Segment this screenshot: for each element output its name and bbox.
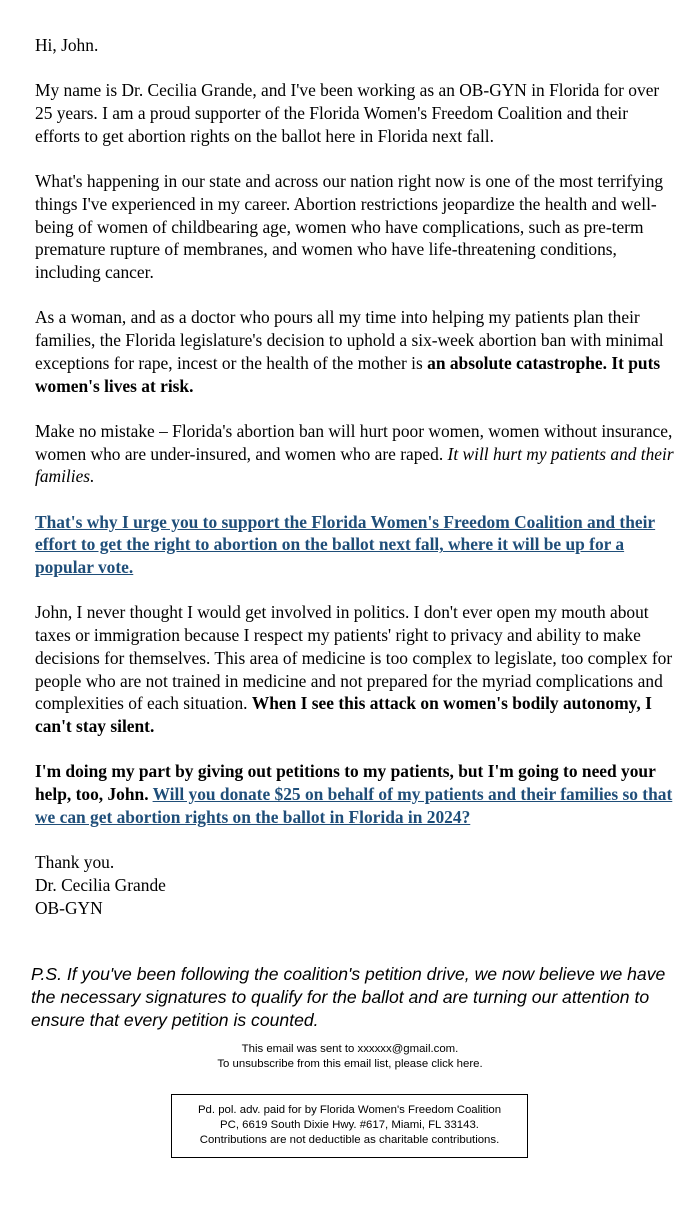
- paragraph-donate: [35, 760, 675, 828]
- recipient-email-link[interactable]: xxxxxx@gmail.com: [357, 1043, 456, 1055]
- postscript: P.S. If you've been following the coalition's petition drive, we now believe we have the necessary signatures to qualify for the ballot and are turning our attention to ensure that every petition is counted.: [31, 964, 666, 1030]
- cta-paragraph: [35, 511, 675, 579]
- disclaimer-line: Contributions are not deductible as charitable contributions.: [199, 1134, 500, 1146]
- paragraph-text: Make no mistake – Florida's abortion ban will hurt poor women, women without insurance, women who are under-insured, and women who are raped.: [35, 420, 673, 464]
- signoff-thanks: Thank you.: [35, 852, 115, 873]
- footer-text: .: [455, 1043, 459, 1055]
- paragraph-harm: [35, 420, 675, 488]
- paragraph-text: John, I never thought I would get involved in politics. I don't ever open my mouth about taxes or immigration because I respect my patients' right to privacy and ability to make decisions for themselves. This area of medicine is too complex to legislate, too complex for people who are not trained in medicine and not prepared for the myriad complications and complexities of each situation.: [35, 602, 673, 714]
- disclaimer-line: PC, 6619 South Dixie Hwy. #617, Miami, FL 33143.: [220, 1119, 479, 1131]
- signature-block: [35, 851, 675, 919]
- signoff-name: Dr. Cecilia Grande: [35, 874, 166, 895]
- unsubscribe-link[interactable]: click here: [431, 1058, 480, 1070]
- paragraph-situation: What's happening in our state and across our nation right now is one of the most terrifying things I've experienced in my career. Abortion restrictions jeopardize the health and well-being of women of childbearing age, women who have complications, such as pre-term premature rupture of membranes, and women who have life-threatening conditions, including cancer.: [35, 171, 664, 282]
- footer-text: To unsubscribe from this email list, please: [217, 1058, 432, 1070]
- emphasis-text: an absolute catastrophe. It puts women's lives at risk.: [35, 352, 661, 396]
- paragraph-intro: My name is Dr. Cecilia Grande, and I've been working as an OB-GYN in Florida for over 25 years. I am a proud supporter of the Florida Women's Freedom Coalition and their efforts to get abortion rights on the ballot here in Florida next fall.: [35, 80, 660, 146]
- unsubscribe-line: [0, 1057, 700, 1072]
- email-footer: [0, 1042, 700, 1072]
- greeting: Hi, John.: [35, 35, 99, 55]
- emphasis-text: I'm doing my part by giving out petitions to my patients, but I'm going to need your help, too, John.: [35, 761, 656, 805]
- donate-link[interactable]: Will you donate $25 on behalf of my patients and their families so that we can get abortion rights on the ballot in Florida in 2024?: [35, 784, 673, 827]
- support-coalition-link[interactable]: That's why I urge you to support the Florida Women's Freedom Coalition and their effort to get the right to abortion on the ballot next fall, where it will be up for a popular vote.: [35, 511, 656, 578]
- footer-text: This email was sent to: [241, 1043, 358, 1055]
- paragraph-politics: [35, 601, 675, 737]
- paragraph-catastrophe: [35, 306, 675, 397]
- italic-text: It will hurt my patients and their families.: [35, 443, 674, 487]
- disclaimer-line: Pd. pol. adv. paid for by Florida Women's Freedom Coalition: [197, 1104, 502, 1116]
- letter-body: [35, 34, 675, 919]
- sent-to-line: [0, 1042, 700, 1057]
- signoff-title: OB-GYN: [35, 897, 103, 918]
- emphasis-text: When I see this attack on women's bodily autonomy, I can't stay silent.: [35, 693, 652, 736]
- paragraph-text: As a woman, and as a doctor who pours all my time into helping my patients plan their families, the Florida legislature's decision to uphold a six-week abortion ban with minimal exceptions for rape, incest or the health of the mother is: [35, 307, 664, 373]
- footer-text: .: [479, 1058, 483, 1070]
- paid-for-disclaimer-box: [171, 1094, 528, 1158]
